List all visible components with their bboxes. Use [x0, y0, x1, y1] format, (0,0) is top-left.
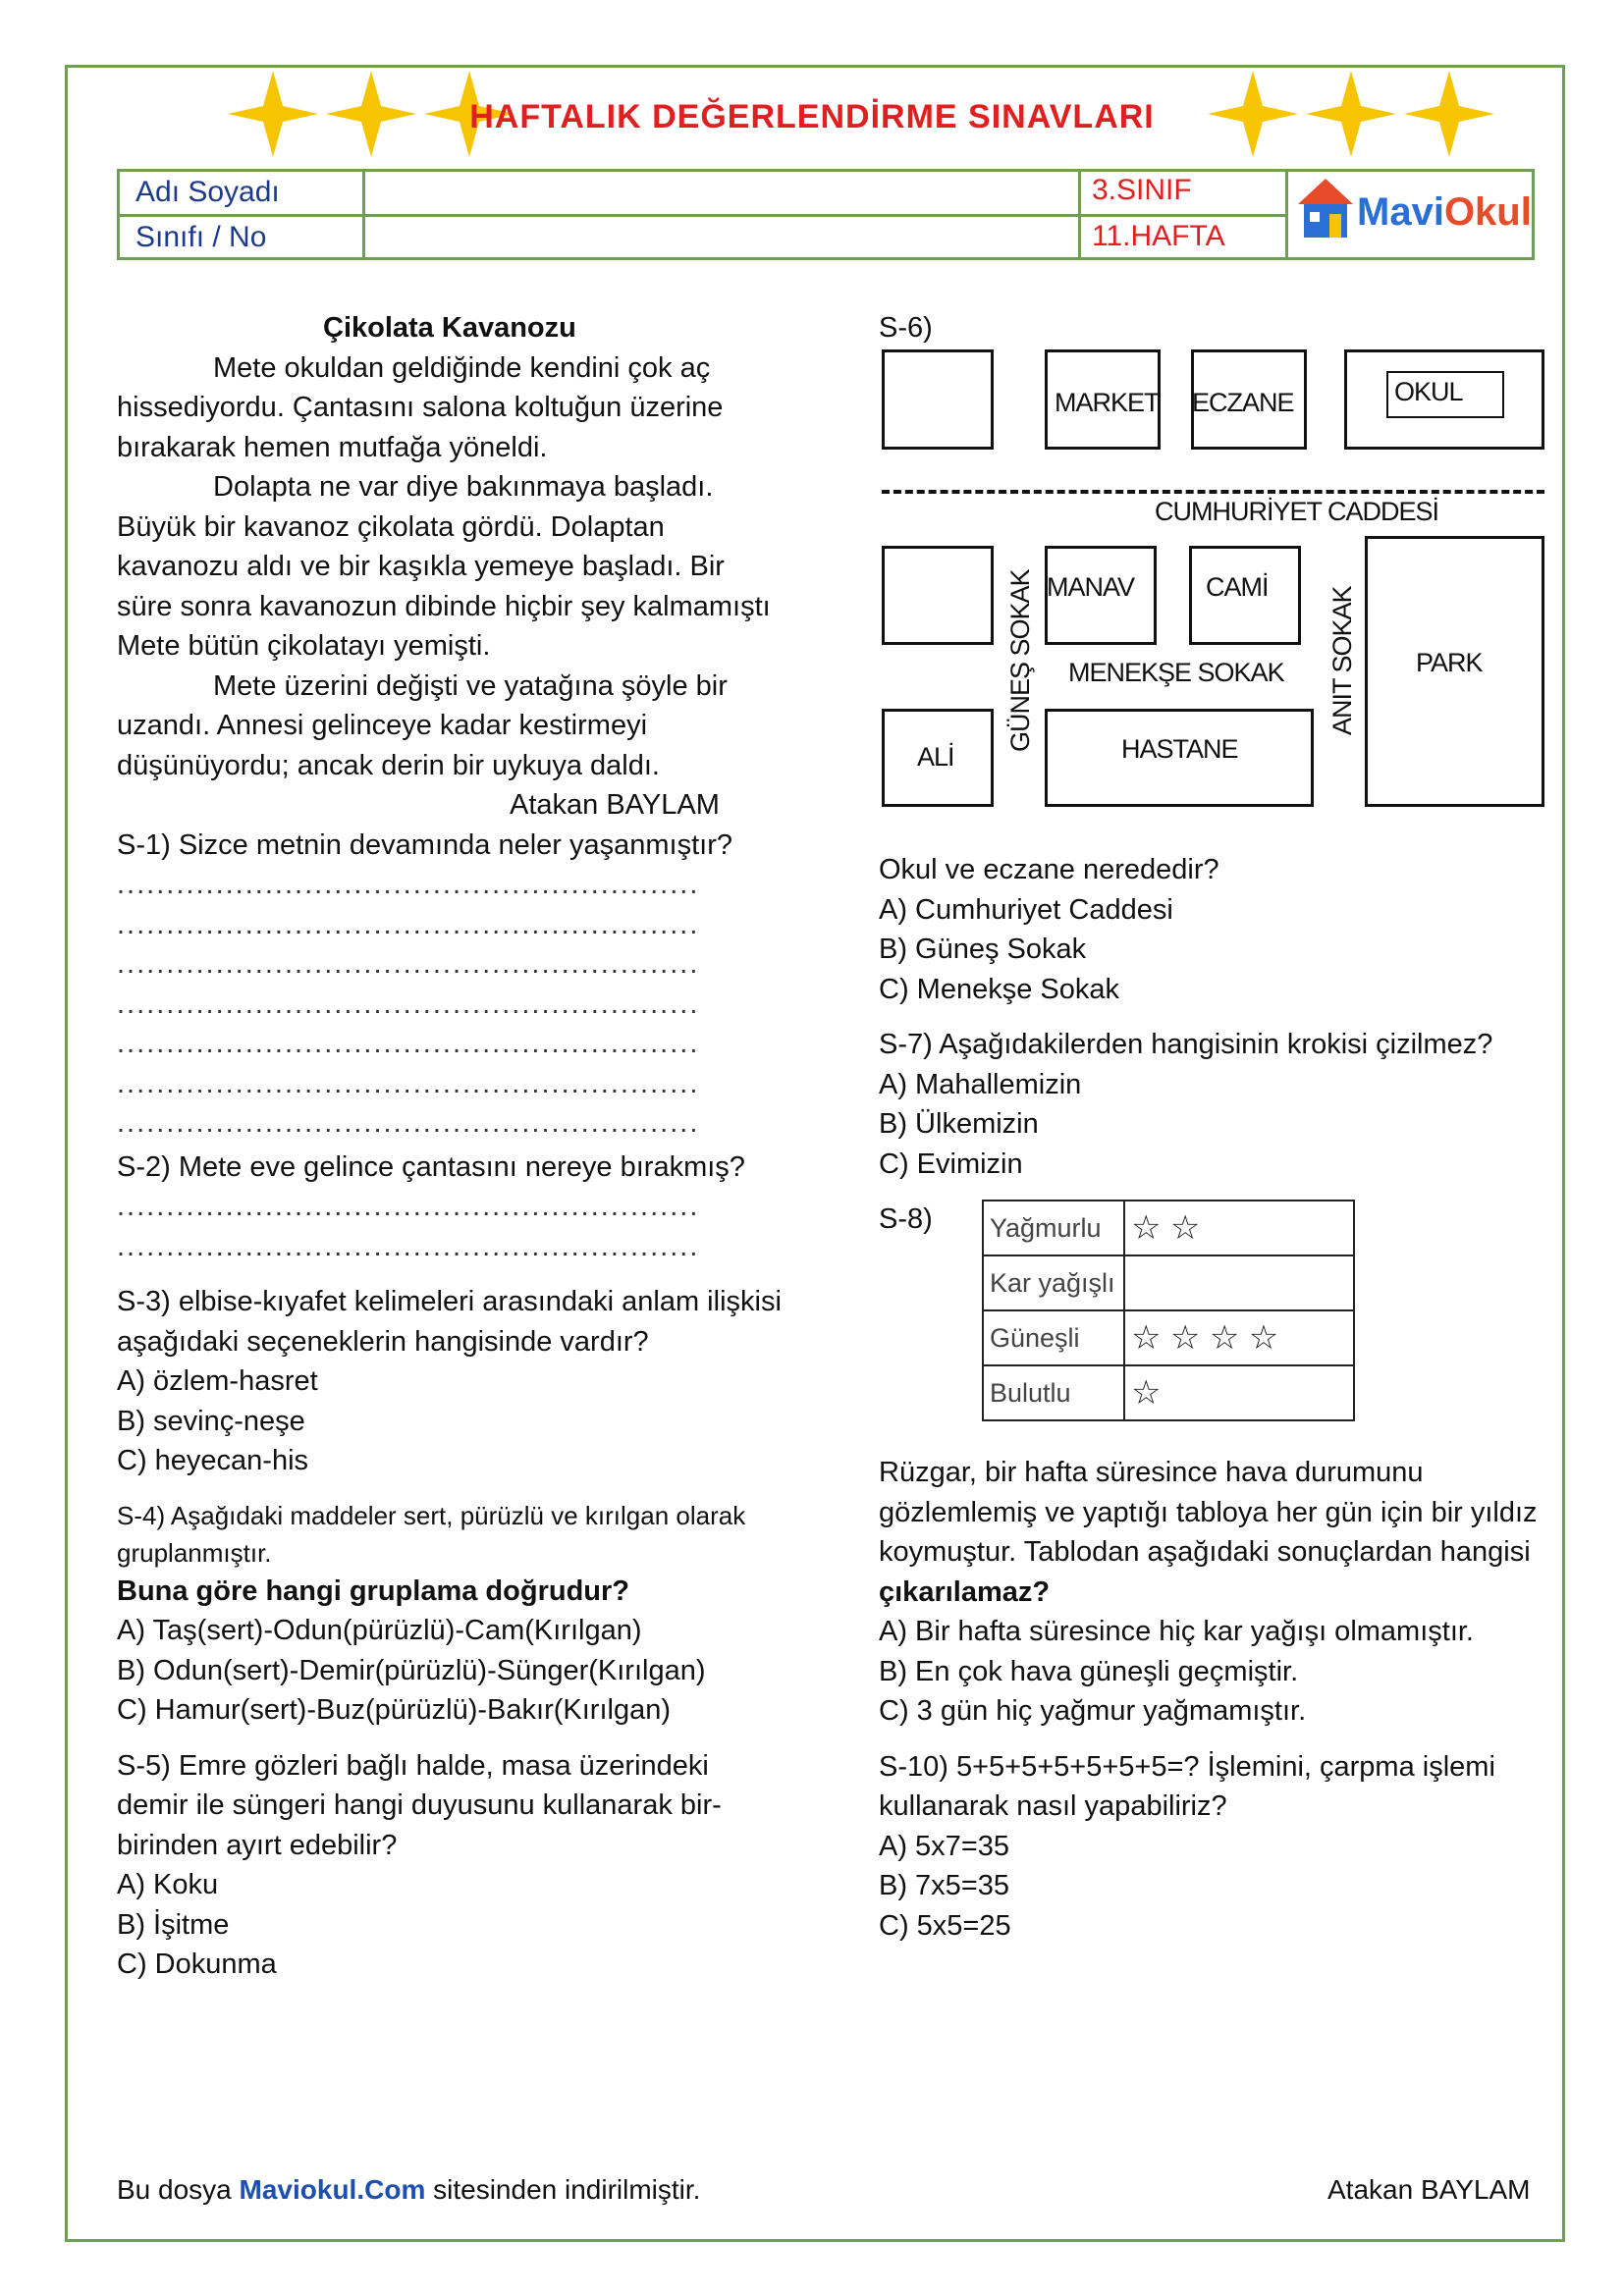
weather-stars: [1124, 1255, 1354, 1310]
answer-line[interactable]: ...........................................................: [117, 988, 700, 1020]
option-b[interactable]: B) İşitme: [117, 1908, 230, 1941]
option-c[interactable]: C) heyecan-his: [117, 1445, 309, 1476]
question-2: S-2) Mete eve gelince çantasını nereye bırakmış?: [117, 1150, 745, 1183]
option-b[interactable]: B) Odun(sert)-Demir(pürüzlü)-Sünger(Kırılgan): [117, 1654, 706, 1686]
weather-stars: ☆: [1124, 1365, 1354, 1420]
house-icon: [1296, 175, 1355, 243]
option-a[interactable]: A) Bir hafta süresince hiç kar yağışı olmamıştır.: [879, 1616, 1474, 1647]
option-c[interactable]: C) Dokunma: [117, 1949, 277, 1980]
reading-paragraph: Dolapta ne var diye bakınmaya başladı. Büyük bir kavanoz çikolata gördü. Dolaptan kavanozu aldı ve bir kaşıkla yemeye başladı. Bir süre sonra kavanozun dibinde hiçbir şey kalmamıştı Mete bütün çikolatayı yemişti.: [117, 471, 771, 662]
footer-source: [117, 2174, 700, 2206]
map-block-empty: [882, 349, 994, 450]
weather-label: Bulutlu: [983, 1365, 1124, 1420]
footer-site-link[interactable]: Maviokul.Com: [239, 2174, 426, 2205]
question-5: S-5) Emre gözleri bağlı halde, masa üzerindeki demir ile süngeri hangi duyusunu kullanarak bir-birinden ayırt edebilir?: [117, 1749, 722, 1861]
week-label: 11.HAFTA: [1092, 220, 1225, 252]
reading-paragraph: Mete okuldan geldiğinde kendini çok aç hissediyordu. Çantasını salona koltuğun üzerine bırakarak hemen mutfağa yöneldi.: [117, 351, 724, 463]
option-c[interactable]: C) 3 gün hiç yağmur yağmamıştır.: [879, 1695, 1307, 1727]
right-column-bottom: [879, 1453, 1546, 1946]
question-3: S-3) elbise-kıyafet kelimeleri arasındaki anlam ilişkisi aşağıdaki seçeneklerin hangisinde vardır?: [117, 1286, 782, 1358]
weather-stars: ☆ ☆ ☆ ☆: [1124, 1310, 1354, 1365]
weather-label: Kar yağışlı: [983, 1255, 1124, 1310]
manav-label: MANAV: [1047, 572, 1135, 602]
anit-street-label: ANIT SOKAK: [1327, 586, 1357, 735]
footer-author: Atakan BAYLAM: [1327, 2174, 1531, 2205]
menekse-street-label: MENEKŞE SOKAK: [1068, 658, 1284, 687]
question-10: S-10) 5+5+5+5+5+5+5=? İşlemini, çarpma işlemi kullanarak nasıl yapabiliriz?: [879, 1750, 1495, 1822]
question-6: Okul ve eczane nerededir?: [879, 854, 1219, 885]
reading-author: Atakan BAYLAM: [510, 789, 720, 821]
reading-paragraph: Mete üzerini değişti ve yatağına şöyle bir uzandı. Annesi gelinceye kadar kestirmeyi düşünüyordu; ancak derin bir uykuya daldı.: [117, 669, 728, 781]
cumhuriyet-street-label: CUMHURİYET CADDESİ: [1155, 497, 1439, 526]
logo-text: MaviOkul: [1357, 190, 1532, 234]
question-8-bold: çıkarılamaz?: [879, 1575, 1051, 1608]
answer-line[interactable]: ...........................................................: [117, 908, 700, 940]
cami-label: CAMİ: [1206, 572, 1269, 602]
question-4-bold: Buna göre hangi gruplama doğrudur?: [117, 1575, 629, 1607]
question-7: S-7) Aşağıdakilerden hangisinin krokisi çizilmez?: [879, 1029, 1493, 1060]
name-input-cell: [365, 172, 1081, 257]
market-label: MARKET: [1055, 388, 1160, 417]
weather-label: Güneşli: [983, 1310, 1124, 1365]
option-a[interactable]: A) Mahallemizin: [879, 1068, 1082, 1100]
answer-line[interactable]: ...........................................................: [117, 1028, 700, 1059]
answer-line[interactable]: ...........................................................: [117, 948, 700, 980]
weather-stars: ☆ ☆: [1124, 1201, 1354, 1255]
hastane-label: HASTANE: [1121, 734, 1238, 764]
road-line: [882, 490, 1544, 494]
option-a[interactable]: A) özlem-hasret: [117, 1365, 318, 1397]
table-row: [983, 1255, 1354, 1310]
right-column-questions: [879, 850, 1566, 1240]
page-title: HAFTALIK DEĞERLENDİRME SINAVLARI: [469, 98, 1155, 135]
map-block-empty: [882, 546, 994, 645]
question-4: S-4) Aşağıdaki maddeler sert, pürüzlü ve kırılgan olarak gruplanmıştır.: [117, 1500, 746, 1568]
option-a[interactable]: A) Cumhuriyet Caddesi: [879, 893, 1173, 926]
option-b[interactable]: B) sevinç-neşe: [117, 1405, 305, 1437]
grade-label: 3.SINIF: [1092, 174, 1192, 206]
option-a[interactable]: A) Taş(sert)-Odun(pürüzlü)-Cam(Kırılgan): [117, 1615, 642, 1646]
option-b[interactable]: B) Güneş Sokak: [879, 934, 1087, 965]
weather-table: [982, 1200, 1355, 1421]
footer-suffix: sitesinden indirilmiştir.: [433, 2174, 701, 2205]
option-c[interactable]: C) Hamur(sert)-Buz(pürüzlü)-Bakır(Kırılgan): [117, 1694, 671, 1726]
answer-line[interactable]: ...........................................................: [117, 1191, 700, 1222]
table-row: [983, 1310, 1354, 1365]
option-b[interactable]: B) 7x5=35: [879, 1870, 1010, 1901]
q8-label: S-8): [879, 1203, 933, 1235]
footer-prefix: Bu dosya: [117, 2174, 232, 2205]
question-8: [879, 1453, 1546, 1612]
answer-line[interactable]: ...........................................................: [117, 1067, 700, 1099]
eczane-label: ECZANE: [1192, 388, 1294, 417]
option-b[interactable]: B) Ülkemizin: [879, 1108, 1039, 1140]
question-1: S-1) Sizce metnin devamında neler yaşanmıştır?: [117, 828, 732, 861]
class-label: Sınıfı / No: [135, 221, 267, 253]
option-c[interactable]: C) 5x5=25: [879, 1909, 1011, 1942]
option-a[interactable]: A) 5x7=35: [879, 1830, 1010, 1862]
left-column: [117, 308, 785, 1985]
name-label: Adı Soyadı: [135, 176, 280, 208]
reading-title: Çikolata Kavanozu: [323, 312, 576, 344]
answer-line[interactable]: ...........................................................: [117, 1230, 700, 1262]
q6-label: S-6): [879, 312, 933, 344]
option-b[interactable]: B) En çok hava güneşli geçmiştir.: [879, 1655, 1299, 1687]
gunes-street-label: GÜNEŞ SOKAK: [1005, 569, 1035, 752]
answer-line[interactable]: ...........................................................: [117, 869, 700, 900]
weather-label: Yağmurlu: [983, 1201, 1124, 1255]
ali-label: ALİ: [917, 742, 954, 772]
question-8-text: Rüzgar, bir hafta süresince hava durumunu gözlemlemiş ve yaptığı tabloya her gün için bir yıldız koymuştur. Tablodan aşağıdaki sonuçlardan hangisi: [879, 1457, 1538, 1568]
option-c[interactable]: C) Menekşe Sokak: [879, 973, 1119, 1005]
option-c[interactable]: C) Evimizin: [879, 1148, 1023, 1180]
table-row: [983, 1201, 1354, 1255]
park-label: PARK: [1416, 648, 1483, 677]
option-a[interactable]: A) Koku: [117, 1869, 219, 1900]
okul-label: OKUL: [1394, 377, 1463, 406]
answer-line[interactable]: ...........................................................: [117, 1107, 700, 1139]
table-row: [983, 1365, 1354, 1420]
